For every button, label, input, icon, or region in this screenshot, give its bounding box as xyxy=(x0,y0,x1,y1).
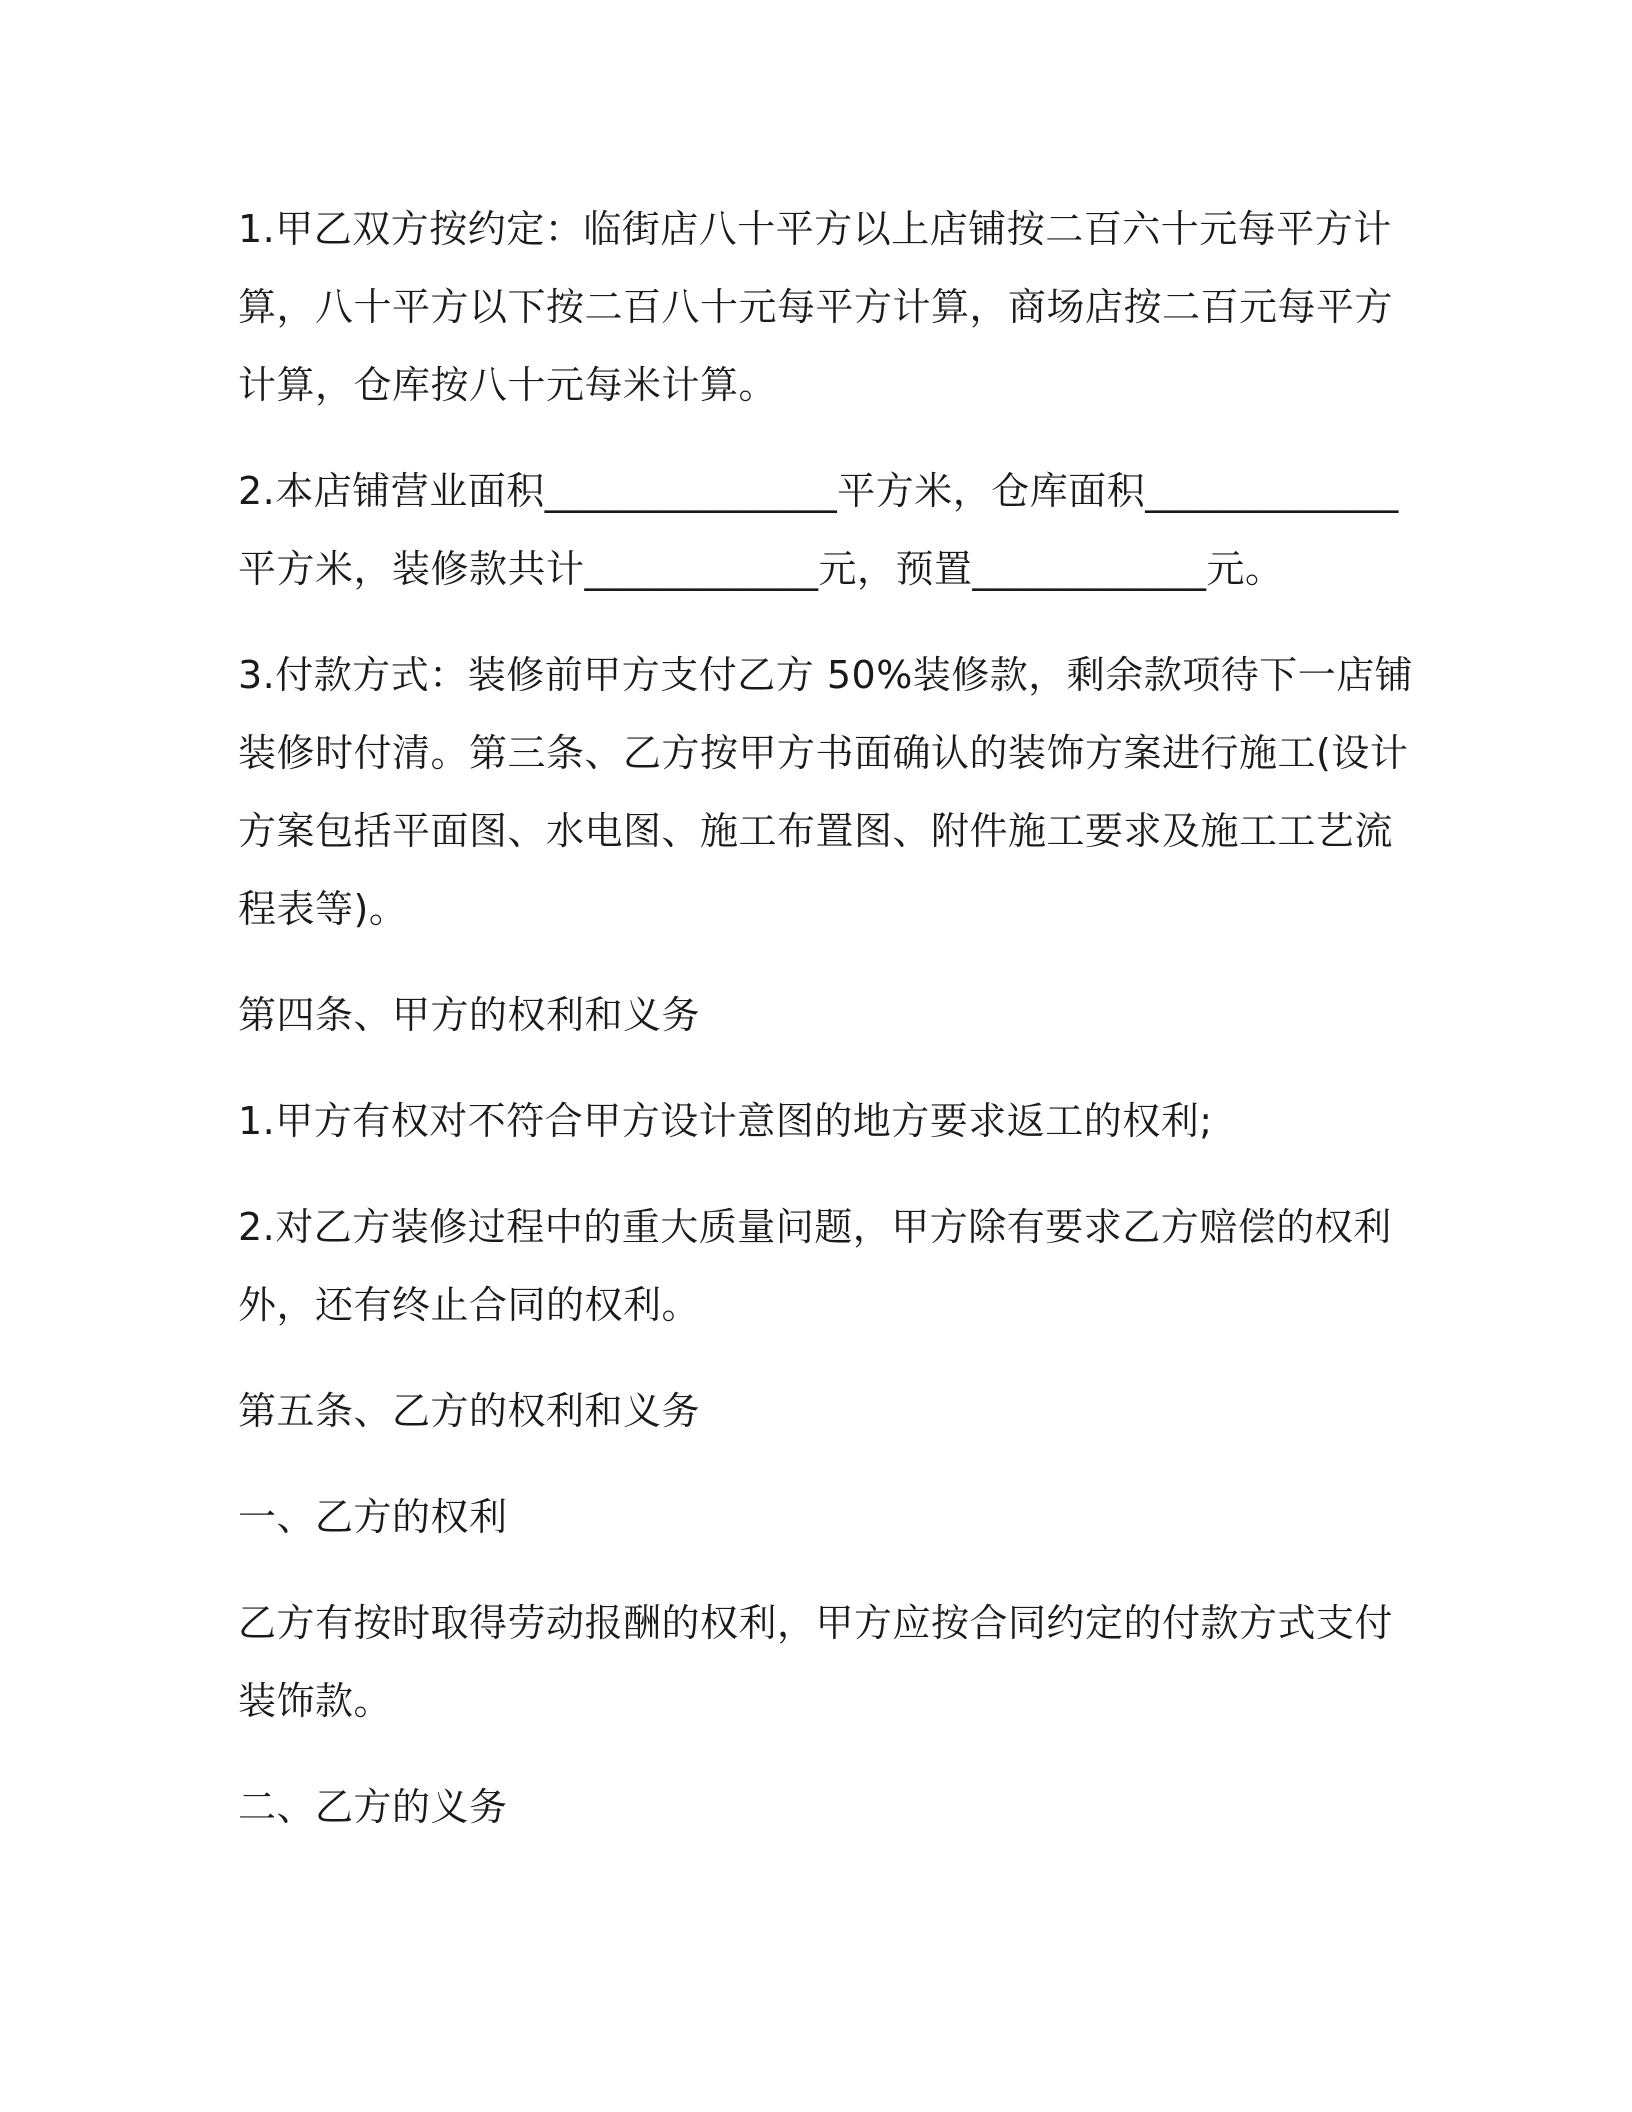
section-heading-article-4 xyxy=(238,976,1398,1054)
paragraph-pricing xyxy=(238,190,1398,424)
paragraph-payment-method xyxy=(238,636,1414,948)
paragraph-party-a-right-2 xyxy=(238,1188,1398,1344)
text-line: 外，还有终止合同的权利。 xyxy=(238,1283,701,1327)
heading-text: 二、乙方的义务 xyxy=(238,1785,508,1829)
text-line: 算，八十平方以下按二百八十元每平方计算，商场店按二百元每平方 xyxy=(238,285,1394,329)
document-body xyxy=(238,190,1414,1874)
text-line: 乙方有按时取得劳动报酬的权利，甲方应按合同约定的付款方式支付 xyxy=(238,1601,1394,1645)
heading-text: 第五条、乙方的权利和义务 xyxy=(238,1389,701,1433)
text-line: 程表等)。 xyxy=(238,887,408,931)
text-line: 2.本店铺营业面积_______________平方米，仓库面积_____________ xyxy=(238,469,1399,513)
paragraph-party-a-right-1 xyxy=(238,1082,1398,1160)
text-line: 装修时付清。第三条、乙方按甲方书面确认的装饰方案进行施工(设计 xyxy=(238,731,1409,775)
heading-text: 第四条、甲方的权利和义务 xyxy=(238,993,701,1037)
paragraph-party-b-rights xyxy=(238,1584,1398,1740)
text-line: 2.对乙方装修过程中的重大质量问题，甲方除有要求乙方赔偿的权利 xyxy=(238,1205,1392,1249)
paragraph-area-amounts xyxy=(238,452,1398,608)
text-line: 1.甲乙双方按约定：临街店八十平方以上店铺按二百六十元每平方计 xyxy=(238,207,1392,251)
text-line: 方案包括平面图、水电图、施工布置图、附件施工要求及施工工艺流 xyxy=(238,809,1394,853)
text-line: 1.甲方有权对不符合甲方设计意图的地方要求返工的权利; xyxy=(238,1099,1213,1143)
heading-text: 一、乙方的权利 xyxy=(238,1495,508,1539)
subheading-party-b-obligations xyxy=(238,1768,1398,1846)
text-line: 3.付款方式：装修前甲方支付乙方 50%装修款，剩余款项待下一店铺 xyxy=(238,653,1414,697)
text-line: 平方米，装修款共计____________元，预置____________元。 xyxy=(238,547,1284,591)
text-line: 装饰款。 xyxy=(238,1679,393,1723)
section-heading-article-5 xyxy=(238,1372,1398,1450)
subheading-party-b-rights xyxy=(238,1478,1398,1556)
text-line: 计算，仓库按八十元每米计算。 xyxy=(238,363,778,407)
